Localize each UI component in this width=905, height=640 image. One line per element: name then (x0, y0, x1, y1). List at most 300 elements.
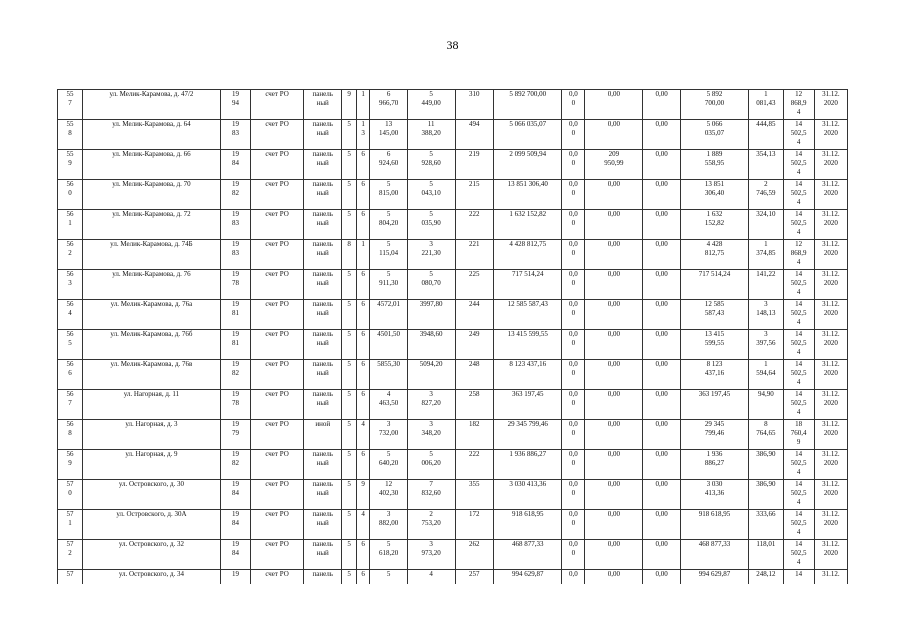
owners-funds-cell: 0,00 (585, 120, 643, 150)
max-unit-cost-cell: 14 502,5 4 (783, 390, 814, 420)
regional-funds-cell: 29 345 799,46 (680, 420, 749, 450)
page-number: 38 (446, 38, 459, 52)
row-number-cell: 56 2 (58, 240, 83, 270)
living-area-cell: 3 221,30 (407, 240, 455, 270)
housing-table (57, 89, 848, 584)
residents-cell: 355 (455, 480, 493, 510)
deadline-cell: 31.12. 2020 (814, 450, 847, 480)
living-area-cell: 4 (407, 570, 455, 585)
max-unit-cost-cell: 14 502,5 4 (783, 180, 814, 210)
regional-funds-cell: 1 632 152,82 (680, 210, 749, 240)
living-area-cell: 5094,20 (407, 360, 455, 390)
residents-cell: 262 (455, 540, 493, 570)
floors-cell: 5 (342, 150, 357, 180)
account-cell: счет РО (251, 270, 304, 300)
unit-cost-cell: 324,10 (749, 210, 783, 240)
owners-funds-cell: 0,00 (585, 570, 643, 585)
other-funds-cell: 0,00 (643, 330, 680, 360)
account-cell: счет РО (251, 570, 304, 585)
year-cell: 19 82 (220, 180, 250, 210)
living-area-cell: 3 348,20 (407, 420, 455, 450)
address-cell: ул. Мелик-Карамова, д. 74Б (82, 240, 220, 270)
year-cell: 19 83 (220, 120, 250, 150)
total-area-cell: 5 618,20 (370, 540, 407, 570)
material-cell: панель ный (304, 300, 342, 330)
address-cell: ул. Нагорная, д. 11 (82, 390, 220, 420)
unit-cost-cell: 1 081,43 (749, 90, 783, 120)
deadline-cell: 31.12. 2020 (814, 270, 847, 300)
address-cell: ул. Мелик-Карамова, д. 72 (82, 210, 220, 240)
row-number-cell: 56 7 (58, 390, 83, 420)
total-area-cell: 3 882,00 (370, 510, 407, 540)
floors-cell: 5 (342, 180, 357, 210)
row-number-cell: 55 8 (58, 120, 83, 150)
residents-cell: 222 (455, 210, 493, 240)
living-area-cell: 11 388,20 (407, 120, 455, 150)
owners-funds-cell: 0,00 (585, 510, 643, 540)
year-cell: 19 (220, 570, 250, 585)
residents-cell: 310 (455, 90, 493, 120)
year-cell: 19 84 (220, 150, 250, 180)
entrances-cell: 9 (356, 480, 369, 510)
other-funds-cell: 0,00 (643, 150, 680, 180)
residents-cell: 258 (455, 390, 493, 420)
unit-cost-cell: 3 397,56 (749, 330, 783, 360)
deadline-cell: 31.12. 2020 (814, 90, 847, 120)
unit-cost-cell: 386,90 (749, 480, 783, 510)
max-unit-cost-cell: 14 502,5 4 (783, 480, 814, 510)
regional-funds-cell: 363 197,45 (680, 390, 749, 420)
account-cell: счет РО (251, 420, 304, 450)
account-cell: счет РО (251, 360, 304, 390)
table-row (58, 450, 848, 480)
address-cell: ул. Мелик-Карамова, д. 70 (82, 180, 220, 210)
deadline-cell: 31.12. 2020 (814, 120, 847, 150)
total-area-cell: 5 911,30 (370, 270, 407, 300)
total-area-cell: 4572,01 (370, 300, 407, 330)
year-cell: 19 79 (220, 420, 250, 450)
floors-cell: 5 (342, 360, 357, 390)
regional-funds-cell: 918 618,95 (680, 510, 749, 540)
table-row (58, 180, 848, 210)
unit-cost-cell: 1 374,85 (749, 240, 783, 270)
year-cell: 19 84 (220, 510, 250, 540)
unit-cost-cell: 444,85 (749, 120, 783, 150)
living-area-cell: 5 035,90 (407, 210, 455, 240)
deadline-cell: 31.12. 2020 (814, 420, 847, 450)
other-funds-cell: 0,00 (643, 540, 680, 570)
fund-cell: 0,0 0 (562, 360, 585, 390)
total-area-cell: 5 115,04 (370, 240, 407, 270)
account-cell: счет РО (251, 150, 304, 180)
other-funds-cell: 0,00 (643, 360, 680, 390)
total-cost-cell: 8 123 437,16 (493, 360, 562, 390)
fund-cell: 0,0 (562, 570, 585, 585)
address-cell: ул. Островского, д. 32 (82, 540, 220, 570)
total-area-cell: 4501,50 (370, 330, 407, 360)
fund-cell: 0,0 0 (562, 300, 585, 330)
max-unit-cost-cell: 14 502,5 4 (783, 330, 814, 360)
entrances-cell: 6 (356, 180, 369, 210)
entrances-cell: 6 (356, 270, 369, 300)
floors-cell: 5 (342, 210, 357, 240)
residents-cell: 249 (455, 330, 493, 360)
row-number-cell: 56 5 (58, 330, 83, 360)
residents-cell: 221 (455, 240, 493, 270)
fund-cell: 0,0 0 (562, 150, 585, 180)
total-area-cell: 5 804,20 (370, 210, 407, 240)
floors-cell: 9 (342, 90, 357, 120)
owners-funds-cell: 209 950,99 (585, 150, 643, 180)
table-row (58, 360, 848, 390)
deadline-cell: 31.12. 2020 (814, 180, 847, 210)
entrances-cell: 6 (356, 570, 369, 585)
max-unit-cost-cell: 14 502,5 4 (783, 120, 814, 150)
other-funds-cell: 0,00 (643, 210, 680, 240)
owners-funds-cell: 0,00 (585, 480, 643, 510)
table-row (58, 120, 848, 150)
material-cell: панель ный (304, 90, 342, 120)
total-area-cell: 4 463,50 (370, 390, 407, 420)
fund-cell: 0,0 0 (562, 270, 585, 300)
floors-cell: 5 (342, 450, 357, 480)
residents-cell: 494 (455, 120, 493, 150)
year-cell: 19 78 (220, 390, 250, 420)
table-row (58, 480, 848, 510)
other-funds-cell: 0,00 (643, 450, 680, 480)
total-area-cell: 5855,30 (370, 360, 407, 390)
fund-cell: 0,0 0 (562, 210, 585, 240)
owners-funds-cell: 0,00 (585, 180, 643, 210)
total-area-cell: 3 732,00 (370, 420, 407, 450)
fund-cell: 0,0 0 (562, 450, 585, 480)
fund-cell: 0,0 0 (562, 540, 585, 570)
max-unit-cost-cell: 14 502,5 4 (783, 450, 814, 480)
entrances-cell: 6 (356, 390, 369, 420)
other-funds-cell: 0,00 (643, 510, 680, 540)
deadline-cell: 31.12. 2020 (814, 360, 847, 390)
address-cell: ул. Мелик-Карамова, д. 64 (82, 120, 220, 150)
regional-funds-cell: 8 123 437,16 (680, 360, 749, 390)
total-cost-cell: 717 514,24 (493, 270, 562, 300)
total-cost-cell: 29 345 799,46 (493, 420, 562, 450)
regional-funds-cell: 994 629,87 (680, 570, 749, 585)
total-area-cell: 12 402,30 (370, 480, 407, 510)
total-cost-cell: 5 066 035,07 (493, 120, 562, 150)
residents-cell: 222 (455, 450, 493, 480)
address-cell: ул. Островского, д. 30А (82, 510, 220, 540)
unit-cost-cell: 1 594,64 (749, 360, 783, 390)
total-area-cell: 5 640,20 (370, 450, 407, 480)
living-area-cell: 3 973,20 (407, 540, 455, 570)
deadline-cell: 31.12. 2020 (814, 510, 847, 540)
table-row (58, 390, 848, 420)
total-cost-cell: 13 851 306,40 (493, 180, 562, 210)
fund-cell: 0,0 0 (562, 420, 585, 450)
account-cell: счет РО (251, 90, 304, 120)
material-cell: панель ный (304, 510, 342, 540)
max-unit-cost-cell: 14 502,5 4 (783, 210, 814, 240)
account-cell: счет РО (251, 330, 304, 360)
max-unit-cost-cell: 14 502,5 4 (783, 150, 814, 180)
regional-funds-cell: 468 877,33 (680, 540, 749, 570)
material-cell: панель ный (304, 180, 342, 210)
owners-funds-cell: 0,00 (585, 330, 643, 360)
regional-funds-cell: 1 936 886,27 (680, 450, 749, 480)
table-row (58, 210, 848, 240)
row-number-cell: 55 7 (58, 90, 83, 120)
address-cell: ул. Островского, д. 30 (82, 480, 220, 510)
fund-cell: 0,0 0 (562, 90, 585, 120)
owners-funds-cell: 0,00 (585, 450, 643, 480)
total-cost-cell: 2 099 509,94 (493, 150, 562, 180)
total-cost-cell: 12 585 587,43 (493, 300, 562, 330)
owners-funds-cell: 0,00 (585, 240, 643, 270)
year-cell: 19 84 (220, 540, 250, 570)
residents-cell: 248 (455, 360, 493, 390)
material-cell: панель ный (304, 270, 342, 300)
total-cost-cell: 5 892 700,00 (493, 90, 562, 120)
total-area-cell: 6 966,70 (370, 90, 407, 120)
fund-cell: 0,0 0 (562, 510, 585, 540)
row-number-cell: 56 1 (58, 210, 83, 240)
total-cost-cell: 918 618,95 (493, 510, 562, 540)
owners-funds-cell: 0,00 (585, 540, 643, 570)
residents-cell: 215 (455, 180, 493, 210)
table-row (58, 240, 848, 270)
table-row (58, 510, 848, 540)
total-cost-cell: 468 877,33 (493, 540, 562, 570)
fund-cell: 0,0 0 (562, 180, 585, 210)
max-unit-cost-cell: 18 760,4 9 (783, 420, 814, 450)
owners-funds-cell: 0,00 (585, 360, 643, 390)
floors-cell: 5 (342, 570, 357, 585)
material-cell: панель ный (304, 540, 342, 570)
year-cell: 19 83 (220, 210, 250, 240)
entrances-cell: 1 3 (356, 120, 369, 150)
unit-cost-cell: 354,13 (749, 150, 783, 180)
regional-funds-cell: 12 585 587,43 (680, 300, 749, 330)
residents-cell: 219 (455, 150, 493, 180)
deadline-cell: 31.12. 2020 (814, 330, 847, 360)
address-cell: ул. Островского, д. 34 (82, 570, 220, 585)
total-cost-cell: 13 415 599,55 (493, 330, 562, 360)
residents-cell: 244 (455, 300, 493, 330)
residents-cell: 257 (455, 570, 493, 585)
entrances-cell: 1 (356, 240, 369, 270)
table-row (58, 420, 848, 450)
regional-funds-cell: 5 066 035,07 (680, 120, 749, 150)
regional-funds-cell: 5 892 700,00 (680, 90, 749, 120)
max-unit-cost-cell: 14 (783, 570, 814, 585)
material-cell: панель (304, 570, 342, 585)
total-cost-cell: 1 632 152,82 (493, 210, 562, 240)
floors-cell: 5 (342, 120, 357, 150)
max-unit-cost-cell: 14 502,5 4 (783, 360, 814, 390)
total-area-cell: 5 (370, 570, 407, 585)
entrances-cell: 6 (356, 450, 369, 480)
row-number-cell: 57 (58, 570, 83, 585)
row-number-cell: 56 4 (58, 300, 83, 330)
fund-cell: 0,0 0 (562, 330, 585, 360)
material-cell: панель ный (304, 120, 342, 150)
address-cell: ул. Нагорная, д. 3 (82, 420, 220, 450)
living-area-cell: 3 827,20 (407, 390, 455, 420)
max-unit-cost-cell: 12 868,9 4 (783, 240, 814, 270)
fund-cell: 0,0 0 (562, 480, 585, 510)
other-funds-cell: 0,00 (643, 240, 680, 270)
account-cell: счет РО (251, 450, 304, 480)
entrances-cell: 6 (356, 330, 369, 360)
year-cell: 19 82 (220, 450, 250, 480)
address-cell: ул. Нагорная, д. 9 (82, 450, 220, 480)
account-cell: счет РО (251, 390, 304, 420)
deadline-cell: 31.12. 2020 (814, 540, 847, 570)
living-area-cell: 3997,80 (407, 300, 455, 330)
material-cell: панель ный (304, 360, 342, 390)
owners-funds-cell: 0,00 (585, 300, 643, 330)
floors-cell: 5 (342, 390, 357, 420)
regional-funds-cell: 13 851 306,40 (680, 180, 749, 210)
entrances-cell: 6 (356, 300, 369, 330)
total-cost-cell: 3 030 413,36 (493, 480, 562, 510)
account-cell: счет РО (251, 240, 304, 270)
max-unit-cost-cell: 14 502,5 4 (783, 540, 814, 570)
table-row (58, 330, 848, 360)
material-cell: панель ный (304, 450, 342, 480)
entrances-cell: 6 (356, 150, 369, 180)
unit-cost-cell: 3 148,13 (749, 300, 783, 330)
entrances-cell: 6 (356, 540, 369, 570)
deadline-cell: 31.12. 2020 (814, 480, 847, 510)
account-cell: счет РО (251, 540, 304, 570)
floors-cell: 5 (342, 480, 357, 510)
row-number-cell: 57 0 (58, 480, 83, 510)
deadline-cell: 31.12. (814, 570, 847, 585)
row-number-cell: 56 9 (58, 450, 83, 480)
living-area-cell: 7 832,60 (407, 480, 455, 510)
fund-cell: 0,0 0 (562, 120, 585, 150)
floors-cell: 5 (342, 540, 357, 570)
floors-cell: 5 (342, 270, 357, 300)
row-number-cell: 56 6 (58, 360, 83, 390)
table-row (58, 570, 848, 585)
year-cell: 19 83 (220, 240, 250, 270)
other-funds-cell: 0,00 (643, 480, 680, 510)
owners-funds-cell: 0,00 (585, 90, 643, 120)
address-cell: ул. Мелик-Карамова, д. 76 (82, 270, 220, 300)
residents-cell: 172 (455, 510, 493, 540)
account-cell: счет РО (251, 120, 304, 150)
table-row (58, 90, 848, 120)
row-number-cell: 57 1 (58, 510, 83, 540)
unit-cost-cell: 2 746,59 (749, 180, 783, 210)
account-cell: счет РО (251, 480, 304, 510)
entrances-cell: 4 (356, 420, 369, 450)
other-funds-cell: 0,00 (643, 570, 680, 585)
regional-funds-cell: 13 415 599,55 (680, 330, 749, 360)
floors-cell: 5 (342, 330, 357, 360)
other-funds-cell: 0,00 (643, 300, 680, 330)
deadline-cell: 31.12. 2020 (814, 150, 847, 180)
living-area-cell: 5 449,00 (407, 90, 455, 120)
row-number-cell: 55 9 (58, 150, 83, 180)
table-row (58, 270, 848, 300)
deadline-cell: 31.12. 2020 (814, 300, 847, 330)
material-cell: панель ный (304, 390, 342, 420)
unit-cost-cell: 248,12 (749, 570, 783, 585)
regional-funds-cell: 717 514,24 (680, 270, 749, 300)
account-cell: счет РО (251, 210, 304, 240)
account-cell: счет РО (251, 180, 304, 210)
row-number-cell: 56 3 (58, 270, 83, 300)
max-unit-cost-cell: 14 502,5 4 (783, 300, 814, 330)
max-unit-cost-cell: 14 502,5 4 (783, 270, 814, 300)
account-cell: счет РО (251, 300, 304, 330)
year-cell: 19 78 (220, 270, 250, 300)
material-cell: панель ный (304, 240, 342, 270)
regional-funds-cell: 1 889 558,95 (680, 150, 749, 180)
other-funds-cell: 0,00 (643, 390, 680, 420)
address-cell: ул. Мелик-Карамова, д. 76б (82, 330, 220, 360)
address-cell: ул. Мелик-Карамова, д. 47/2 (82, 90, 220, 120)
other-funds-cell: 0,00 (643, 120, 680, 150)
total-area-cell: 13 145,00 (370, 120, 407, 150)
address-cell: ул. Мелик-Карамова, д. 76а (82, 300, 220, 330)
living-area-cell: 2 753,20 (407, 510, 455, 540)
owners-funds-cell: 0,00 (585, 270, 643, 300)
year-cell: 19 81 (220, 330, 250, 360)
total-cost-cell: 1 936 886,27 (493, 450, 562, 480)
year-cell: 19 82 (220, 360, 250, 390)
row-number-cell: 56 8 (58, 420, 83, 450)
living-area-cell: 5 006,20 (407, 450, 455, 480)
material-cell: панель ный (304, 150, 342, 180)
unit-cost-cell: 333,66 (749, 510, 783, 540)
material-cell: панель ный (304, 210, 342, 240)
residents-cell: 182 (455, 420, 493, 450)
floors-cell: 5 (342, 300, 357, 330)
total-cost-cell: 363 197,45 (493, 390, 562, 420)
entrances-cell: 1 (356, 90, 369, 120)
total-cost-cell: 4 428 812,75 (493, 240, 562, 270)
living-area-cell: 5 080,70 (407, 270, 455, 300)
row-number-cell: 56 0 (58, 180, 83, 210)
material-cell: панель ный (304, 330, 342, 360)
floors-cell: 5 (342, 420, 357, 450)
total-area-cell: 5 815,00 (370, 180, 407, 210)
owners-funds-cell: 0,00 (585, 420, 643, 450)
unit-cost-cell: 141,22 (749, 270, 783, 300)
address-cell: ул. Мелик-Карамова, д. 76в (82, 360, 220, 390)
year-cell: 19 81 (220, 300, 250, 330)
row-number-cell: 57 2 (58, 540, 83, 570)
max-unit-cost-cell: 12 868,9 4 (783, 90, 814, 120)
table-row (58, 150, 848, 180)
living-area-cell: 5 928,60 (407, 150, 455, 180)
table-row (58, 300, 848, 330)
year-cell: 19 84 (220, 480, 250, 510)
material-cell: иной (304, 420, 342, 450)
max-unit-cost-cell: 14 502,5 4 (783, 510, 814, 540)
living-area-cell: 5 043,10 (407, 180, 455, 210)
entrances-cell: 6 (356, 360, 369, 390)
deadline-cell: 31.12. 2020 (814, 390, 847, 420)
unit-cost-cell: 386,90 (749, 450, 783, 480)
total-area-cell: 6 924,60 (370, 150, 407, 180)
owners-funds-cell: 0,00 (585, 390, 643, 420)
deadline-cell: 31.12. 2020 (814, 240, 847, 270)
